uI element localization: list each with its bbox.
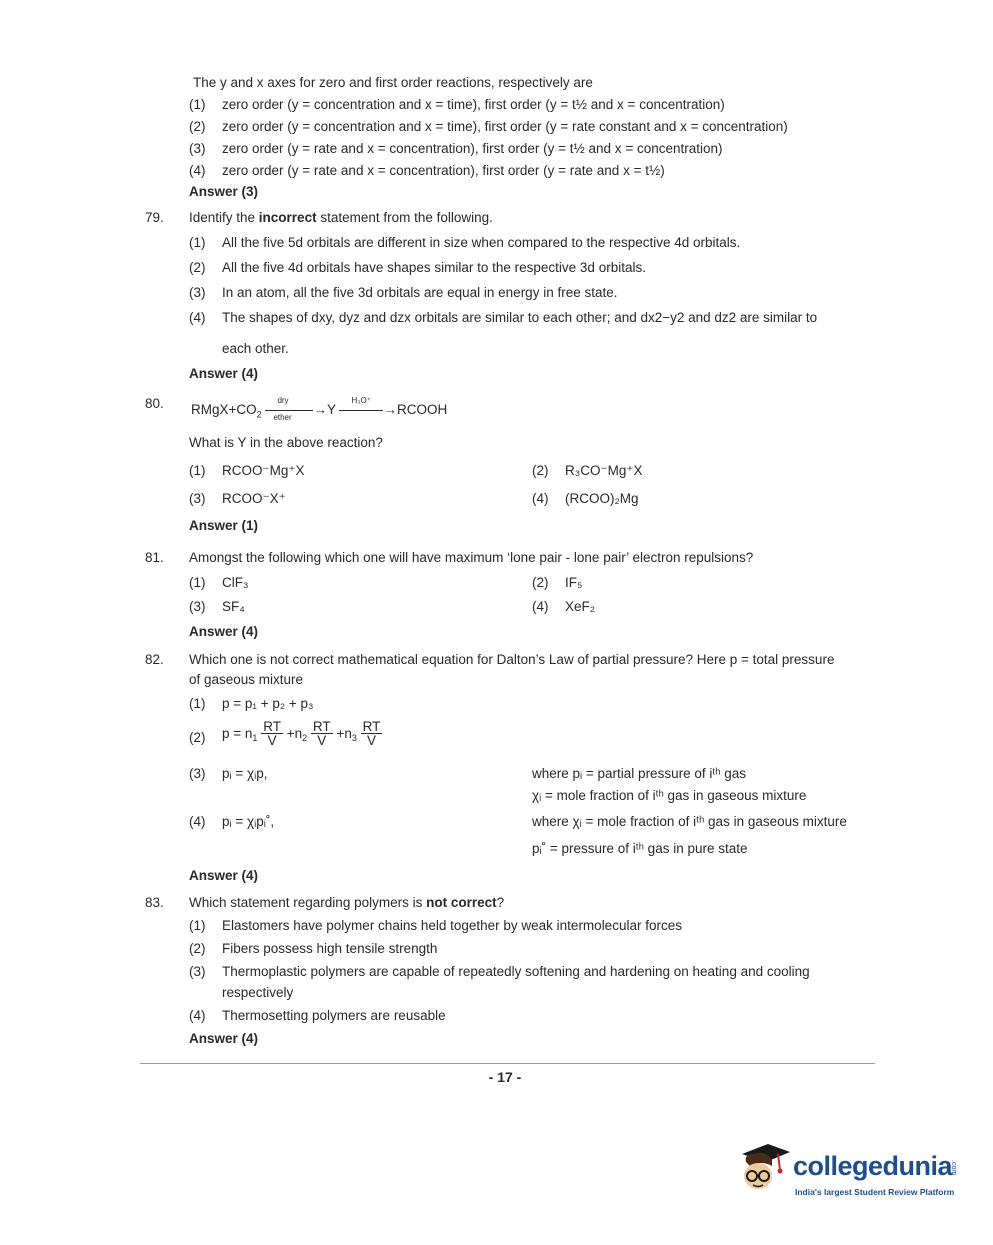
q80-opt3-num: (3) bbox=[189, 491, 206, 506]
q82-opt2-num: (2) bbox=[189, 730, 206, 745]
q79-number: 79. bbox=[145, 210, 164, 225]
q82-answer: Answer (4) bbox=[189, 868, 259, 883]
q83-opt1-num: (1) bbox=[189, 918, 206, 933]
q81-number: 81. bbox=[145, 550, 164, 565]
q81-stem: Amongst the following which one will have maximum ‘lone pair - lone pair’ electron repulsions? bbox=[189, 550, 754, 565]
q81-opt3-text: SF₄ bbox=[222, 599, 245, 614]
q79-opt4-num: (4) bbox=[189, 310, 206, 325]
collegedunia-mascot-icon bbox=[738, 1140, 792, 1200]
q78-opt4-text: zero order (y = rate and x = concentration), first order (y = rate and x = t½) bbox=[222, 163, 665, 178]
q79-opt1-num: (1) bbox=[189, 235, 206, 250]
q82-opt4-note1: where χᵢ = mole fraction of iᵗʰ gas in gaseous mixture bbox=[532, 814, 847, 829]
q80-opt4-num: (4) bbox=[532, 491, 549, 506]
brand-logo-text: collegedunia bbox=[793, 1151, 953, 1181]
q80-opt1-text: RCOO⁻Mg⁺X bbox=[222, 463, 305, 478]
q79-opt3-text: In an atom, all the five 3d orbitals are equal in energy in free state. bbox=[222, 285, 618, 300]
q80-arrow1 bbox=[265, 395, 313, 422]
q79-stem: Identify the incorrect statement from the following. bbox=[189, 210, 493, 225]
q78-opt2-num: (2) bbox=[189, 119, 206, 134]
q83-opt3-num: (3) bbox=[189, 964, 206, 979]
q80-answer: Answer (1) bbox=[189, 518, 259, 533]
q81-opt1-text: ClF₃ bbox=[222, 575, 249, 590]
q81-opt2-num: (2) bbox=[532, 575, 549, 590]
q80-arrow2-top: H₃O⁺ bbox=[351, 395, 371, 405]
q82-opt3-note2: χᵢ = mole fraction of iᵗʰ gas in gaseous mixture bbox=[532, 788, 807, 803]
q80-product: RCOOH bbox=[396, 402, 448, 417]
page-number: - 17 - bbox=[488, 1069, 522, 1085]
q81-opt2-text: IF₅ bbox=[565, 575, 583, 590]
q82-opt4-num: (4) bbox=[189, 814, 206, 829]
q78-opt2-text: zero order (y = concentration and x = time), first order (y = rate constant and x = concentration) bbox=[222, 119, 788, 134]
q80-arrow2 bbox=[339, 395, 383, 411]
q78-opt3-text: zero order (y = rate and x = concentration), first order (y = t½ and x = concentration) bbox=[222, 141, 723, 156]
q80-reactant: RMgX+CO bbox=[191, 402, 257, 417]
q78-stem: The y and x axes for zero and first order reactions, respectively are bbox=[193, 75, 593, 90]
q83-opt3-text: Thermoplastic polymers are capable of repeatedly softening and hardening on heating and cooling bbox=[222, 964, 810, 979]
q83-opt2-text: Fibers possess high tensile strength bbox=[222, 941, 438, 956]
q82-opt3-note1: where pᵢ = partial pressure of iᵗʰ gas bbox=[532, 766, 746, 781]
q81-opt1-num: (1) bbox=[189, 575, 206, 590]
q83-stem: Which statement regarding polymers is not correct? bbox=[189, 895, 505, 910]
q80-stem: What is Y in the above reaction? bbox=[189, 435, 383, 450]
q78-opt4-num: (4) bbox=[189, 163, 206, 178]
q82-opt4-note2: pᵢ˚ = pressure of iᵗʰ gas in pure state bbox=[532, 841, 748, 856]
q80-opt4-text: (RCOO)₂Mg bbox=[565, 491, 639, 506]
q83-opt3-cont: respectively bbox=[222, 985, 294, 1000]
q80-opt3-text: RCOO⁻X⁺ bbox=[222, 491, 286, 506]
q83-answer: Answer (4) bbox=[189, 1031, 259, 1046]
q80-arrow1-bot: ether bbox=[273, 412, 292, 422]
brand-logo-suffix: .com bbox=[950, 1160, 957, 1176]
q82-opt3-num: (3) bbox=[189, 766, 206, 781]
q80-opt1-num: (1) bbox=[189, 463, 206, 478]
q82-opt2-formula: $p = n_1$ $\frac{RT}{V}$ $+n_2$ $\frac{RT}{V}$ $+n_3$ $\frac{RT}{V}$ bbox=[222, 719, 381, 748]
q81-opt4-text: XeF₂ bbox=[565, 599, 595, 614]
q79-opt3-num: (3) bbox=[189, 285, 206, 300]
q81-opt3-num: (3) bbox=[189, 599, 206, 614]
q79-opt2-text: All the five 4d orbitals have shapes similar to the respective 3d orbitals. bbox=[222, 260, 646, 275]
q83-opt1-text: Elastomers have polymer chains held together by weak intermolecular forces bbox=[222, 918, 682, 933]
brand-tagline: India's largest Student Review Platform bbox=[795, 1187, 955, 1197]
q83-opt4-num: (4) bbox=[189, 1008, 206, 1023]
q82-stem-line1: Which one is not correct mathematical equation for Dalton’s Law of partial pressure? Here p = total pressure bbox=[189, 652, 835, 667]
q81-opt4-num: (4) bbox=[532, 599, 549, 614]
q79-opt4-cont: each other. bbox=[222, 341, 289, 356]
q80-reactant-sub: 2 bbox=[256, 409, 262, 420]
q79-opt4-text: The shapes of dxy, dyz and dzx orbitals are similar to each other; and dx2−y2 and dz2 are similar to bbox=[222, 310, 818, 325]
q81-answer: Answer (4) bbox=[189, 624, 259, 639]
q83-opt4-text: Thermosetting polymers are reusable bbox=[222, 1008, 446, 1023]
q80-intermediate: Y bbox=[326, 402, 336, 417]
q78-opt1-num: (1) bbox=[189, 97, 206, 112]
q83-number: 83. bbox=[145, 895, 164, 910]
q78-opt1-text: zero order (y = concentration and x = time), first order (y = t½ and x = concentration) bbox=[222, 97, 725, 112]
q82-opt1-text: p = p₁ + p₂ + p₃ bbox=[222, 696, 314, 711]
q79-opt2-num: (2) bbox=[189, 260, 206, 275]
q78-answer: Answer (3) bbox=[189, 184, 259, 199]
q80-number: 80. bbox=[145, 396, 164, 411]
q80-opt2-text: R₃CO⁻Mg⁺X bbox=[565, 463, 643, 478]
footer-divider bbox=[140, 1063, 875, 1064]
q79-answer: Answer (4) bbox=[189, 366, 259, 381]
q80-reaction: $RMgX+CO_2$ dry ether →Y H₃O⁺ →RCOOH bbox=[191, 395, 448, 422]
q82-opt4-text: pᵢ = χᵢpᵢ˚, bbox=[222, 814, 275, 829]
q82-stem-line2: of gaseous mixture bbox=[189, 672, 304, 687]
q82-number: 82. bbox=[145, 652, 164, 667]
q82-opt1-num: (1) bbox=[189, 696, 206, 711]
q82-opt3-text: pᵢ = χᵢp, bbox=[222, 766, 268, 781]
q78-opt3-num: (3) bbox=[189, 141, 206, 156]
q83-opt2-num: (2) bbox=[189, 941, 206, 956]
q80-arrow1-top: dry bbox=[277, 395, 289, 405]
q80-opt2-num: (2) bbox=[532, 463, 549, 478]
q79-opt1-text: All the five 5d orbitals are different in size when compared to the respective 4d orbitals. bbox=[222, 235, 741, 250]
